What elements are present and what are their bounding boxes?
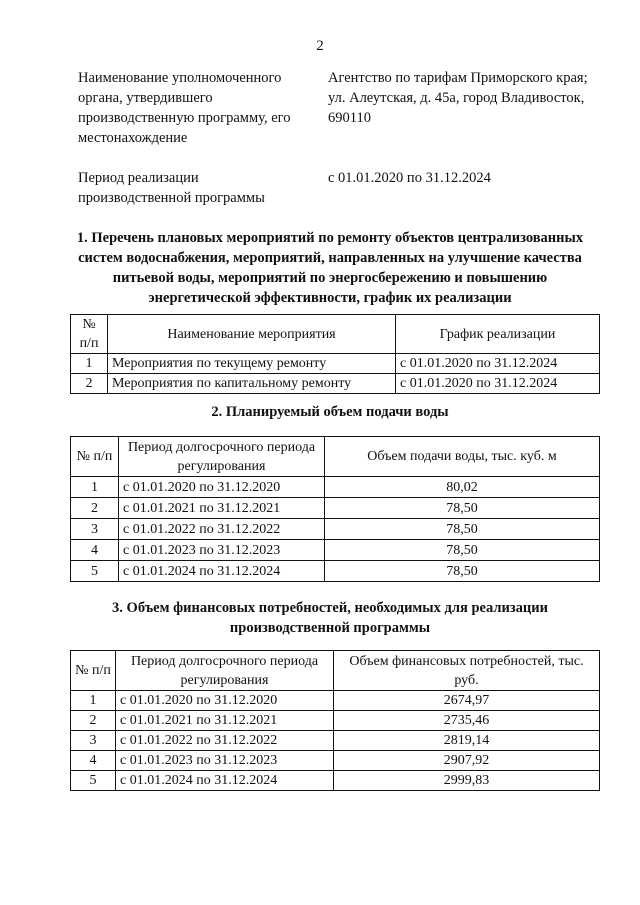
table-header: Объем финансовых потребностей, тыс. руб. xyxy=(334,651,600,691)
page-number: 2 xyxy=(316,38,324,54)
row-number: 4 xyxy=(71,751,116,771)
row-number: 3 xyxy=(71,731,116,751)
table-header: График реализации xyxy=(396,315,600,354)
volume: 78,50 xyxy=(325,561,600,582)
table-header: № п/п xyxy=(71,651,116,691)
row-number: 3 xyxy=(71,519,119,540)
row-number: 2 xyxy=(71,498,119,519)
period: с 01.01.2021 по 31.12.2021 xyxy=(116,711,334,731)
period: с 01.01.2020 по 31.12.2020 xyxy=(119,477,325,498)
period: с 01.01.2020 по 31.12.2020 xyxy=(116,691,334,711)
table-header: № п/п xyxy=(71,315,108,354)
financial-need: 2907,92 xyxy=(334,751,600,771)
section1-title: 1. Перечень плановых мероприятий по ремонту объектов централизованных систем водоснабжения, мероприятий, направленных на улучшение качества питьевой воды, мероприятий по энергосбережению и повышению энергетической эффективности, график их реализации xyxy=(76,230,584,306)
schedule: с 01.01.2020 по 31.12.2024 xyxy=(396,374,600,394)
activity-name: Мероприятия по текущему ремонту xyxy=(108,354,396,374)
table-header: Период долгосрочного периода регулирования xyxy=(116,651,334,691)
table-row xyxy=(71,771,600,791)
section2-table xyxy=(70,436,600,582)
table-row xyxy=(71,691,600,711)
period: с 01.01.2024 по 31.12.2024 xyxy=(116,771,334,791)
row-number: 1 xyxy=(71,691,116,711)
table-header: Объем подачи воды, тыс. куб. м xyxy=(325,437,600,477)
row-number: 2 xyxy=(71,374,108,394)
volume: 78,50 xyxy=(325,519,600,540)
period: с 01.01.2023 по 31.12.2023 xyxy=(116,751,334,771)
row-number: 1 xyxy=(71,477,119,498)
table-row xyxy=(71,477,600,498)
table-row xyxy=(71,498,600,519)
schedule: с 01.01.2020 по 31.12.2024 xyxy=(396,354,600,374)
section2-title: 2. Планируемый объем подачи воды xyxy=(211,404,449,420)
section3-table xyxy=(70,650,600,791)
volume: 78,50 xyxy=(325,540,600,561)
authority-value: Агентство по тарифам Приморского края; ул. Алеутская, д. 45а, город Владивосток, 690110 xyxy=(328,70,588,126)
table-row xyxy=(71,711,600,731)
volume: 80,02 xyxy=(325,477,600,498)
table-header: Период долгосрочного периода регулирования xyxy=(119,437,325,477)
row-number: 5 xyxy=(71,561,119,582)
section1-table xyxy=(70,314,600,394)
table-row xyxy=(71,751,600,771)
period-label: Период реализации производственной программы xyxy=(78,170,265,206)
authority-label: Наименование уполномоченного органа, утвердившего производственную программу, его местонахождение xyxy=(78,70,291,146)
table-header: Наименование мероприятия xyxy=(108,315,396,354)
financial-need: 2999,83 xyxy=(334,771,600,791)
period: с 01.01.2024 по 31.12.2024 xyxy=(119,561,325,582)
row-number: 5 xyxy=(71,771,116,791)
period: с 01.01.2021 по 31.12.2021 xyxy=(119,498,325,519)
period: с 01.01.2023 по 31.12.2023 xyxy=(119,540,325,561)
table-row xyxy=(71,540,600,561)
financial-need: 2674,97 xyxy=(334,691,600,711)
financial-need: 2819,14 xyxy=(334,731,600,751)
table-row xyxy=(71,561,600,582)
section3-title: 3. Объем финансовых потребностей, необходимых для реализации производственной программы xyxy=(112,600,548,636)
period: с 01.01.2022 по 31.12.2022 xyxy=(119,519,325,540)
table-row xyxy=(71,519,600,540)
table-row xyxy=(71,354,600,374)
table-row xyxy=(71,731,600,751)
period: с 01.01.2022 по 31.12.2022 xyxy=(116,731,334,751)
volume: 78,50 xyxy=(325,498,600,519)
table-header: № п/п xyxy=(71,437,119,477)
period-value: с 01.01.2020 по 31.12.2024 xyxy=(328,170,491,186)
row-number: 1 xyxy=(71,354,108,374)
activity-name: Мероприятия по капитальному ремонту xyxy=(108,374,396,394)
row-number: 2 xyxy=(71,711,116,731)
financial-need: 2735,46 xyxy=(334,711,600,731)
row-number: 4 xyxy=(71,540,119,561)
table-row xyxy=(71,374,600,394)
